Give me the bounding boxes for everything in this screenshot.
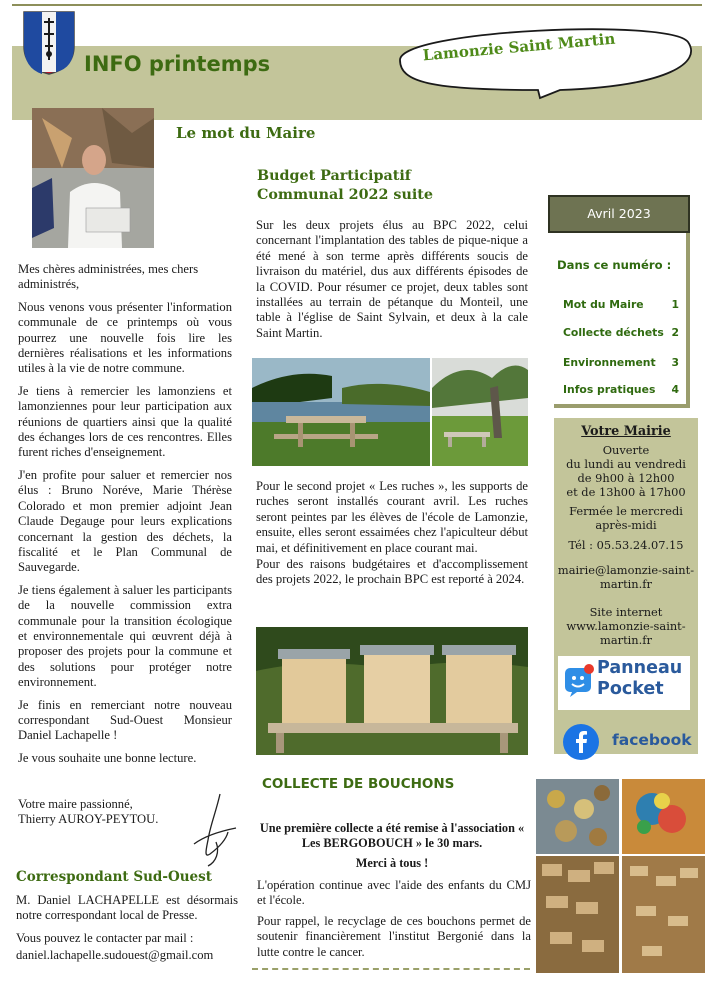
paragraph: M. Daniel LACHAPELLE est désormais notre correspondant local de Presse. [16,893,238,923]
mairie-site-1[interactable]: www.lamonzie-saint- [566,619,686,633]
toc-item-page: 4 [671,383,679,396]
mairie-hours-2: et de 13h00 à 17h00 [566,485,686,499]
corks-photo-3 [536,856,619,973]
facebook-icon[interactable] [562,723,600,761]
picnic-table-photo-river [252,358,430,466]
signature-line-2: Thierry AUROY-PEYTOU. [18,812,159,827]
panneau-pocket-line-1: Panneau [597,658,683,678]
panneau-pocket-line-2: Pocket [597,679,664,699]
newsletter-title: INFO printemps [84,52,271,76]
section-title-mot-du-maire: Le mot du Maire [176,124,316,142]
paragraph: L'opération continue avec l'aide des enfants du CMJ et l'école. [257,878,531,908]
paragraph: Nous venons vous présenter l'information communale de ce printemps où vous pourrez une nouvelle fois lire les dernières réalisations et les informations utiles à la vie de notre commune. [18,299,232,376]
mairie-open: Ouverte [602,443,650,457]
signature-block [18,797,168,828]
paragraph: Mes chères administrées, mes chers administrés, [18,262,199,292]
corks-photo-2 [622,779,705,854]
corks-photo-4 [622,856,705,973]
toc-item-page: 1 [671,298,679,311]
mairie-closed-1: Fermée le mercredi [569,504,683,518]
mot-du-maire-text [18,262,232,773]
paragraph: Pour rappel, le recyclage de ces bouchons permet de soutenir financièrement l'institut Bergonié dans la lutte contre le cancer. [257,913,531,959]
paragraph: J'en profite pour saluer et remercier nos élus : Bruno Noréve, Marie Thérèse Colorado et mon premier adjoint Jean Claude Degauge pour leurs explications concernant la gestion des déchets, la fiscalité et le Plan Communal de Sauvegarde. [18,467,232,575]
toc-title: Dans ce numéro : [557,258,672,272]
budget-paragraphs-2-3 [256,479,528,589]
mairie-phone[interactable]: Tél : 05.53.24.07.15 [568,538,684,552]
budget-title-line-1: Budget Participatif [257,168,411,184]
paragraph: Je tiens également à saluer les participants de la nouvelle commission extra communale pour la transition écologique et environnementale qui œuvrent déjà à proposer des projets pour la commune et des solutions pour protéger notre environnement. [18,582,232,690]
correspondant-email[interactable]: daniel.lachapelle.sudouest@gmail.com [16,948,214,962]
corks-photo-1 [536,779,619,854]
paragraph: Je finis en remerciant notre nouveau correspondant Sud-Ouest Monsieur Daniel Lachapelle ! [18,697,232,743]
toc-item-page: 3 [671,356,679,369]
toc-item-label: Infos pratiques [563,383,656,396]
budget-paragraph-2: Pour le second projet « Les ruches », les supports de ruches seront installés courant avril. Les ruches seront peintes par les élèves de l'école de Lamonzie, ensuite, elles seront essaimées chez l'apiculteur début mai, et définitivement en place courant mai. [256,479,528,555]
collecte-announcement: Une première collecte a été remise à l'association « Les BERGOBOUCH » le 30 mars. [259,821,525,851]
budget-paragraph-3: Pour des raisons budgétaires et d'accomplissement des projets 2022, le prochain BPC est reporté à 2024. [256,557,528,587]
mairie-email-2[interactable]: martin.fr [600,577,652,591]
collecte-title: COLLECTE DE BOUCHONS [262,776,455,792]
facebook-label[interactable]: facebook [612,731,692,749]
correspondant-title: Correspondant Sud-Ouest [16,869,212,885]
toc-item-environnement[interactable] [563,356,683,369]
budget-paragraph-1: Sur les deux projets élus au BPC 2022, celui concernant l'implantation des tables de pique-nique a été mené à son terme après différents soucis de livraison du matériel, dus aux différents épisodes de la COVID. Pour résumer ce projet, deux tables sont installées au terrain de pétanque du Monteil, une table à l'église de Saint Sylvain, et deux à la cale Saint Martin. [256,218,528,340]
toc-item-label: Mot du Maire [563,298,644,311]
panneau-pocket-label [597,658,682,700]
toc-item-page: 2 [671,326,679,339]
collecte-thanks: Merci à tous ! [355,856,429,870]
budget-title-line-2: Communal 2022 suite [257,187,433,203]
mairie-hours-1: de 9h00 à 12h00 [577,471,675,485]
mairie-title: Votre Mairie [581,424,671,439]
header-rule [12,4,702,6]
handwritten-signature [186,792,244,868]
coat-of-arms-icon [22,10,76,76]
toc-item-label: Environnement [563,356,656,369]
beehives-photo [256,627,528,755]
panneau-pocket-icon [564,663,594,697]
paragraph: Je tiens à remercier les lamonziens et lamonziennes pour leur participation aux réunions de quartiers ainsi que la qualité des échanges lors de ces rencontres. Elles furent riches d'enseignement. [18,383,232,460]
picnic-table-photo-tree [432,358,528,466]
mairie-site-2[interactable]: martin.fr [600,633,652,647]
toc-item-collecte-dechets[interactable] [563,326,683,339]
budget-title [257,167,433,205]
mairie-days: du lundi au vendredi [566,457,686,471]
toc-item-mot-du-maire[interactable] [563,298,683,311]
commune-name: Lamonzie Saint Martin [422,29,616,65]
correspondant-text [16,893,238,953]
paragraph: Je vous souhaite une bonne lecture. [18,750,197,765]
mairie-site-label: Site internet [589,605,663,619]
toc-item-label: Collecte déchets [563,326,664,339]
divider [252,968,530,970]
mairie-email-1[interactable]: mairie@lamonzie-saint- [557,563,695,577]
issue-date: Avril 2023 [548,195,690,233]
mayor-photo [32,108,154,248]
collecte-text [257,878,531,965]
paragraph: Vous pouvez le contacter par mail : [16,930,194,945]
signature-line-1: Votre maire passionné, [18,797,133,811]
mairie-closed-2: après-midi [595,518,657,532]
toc-item-infos-pratiques[interactable] [563,383,683,396]
